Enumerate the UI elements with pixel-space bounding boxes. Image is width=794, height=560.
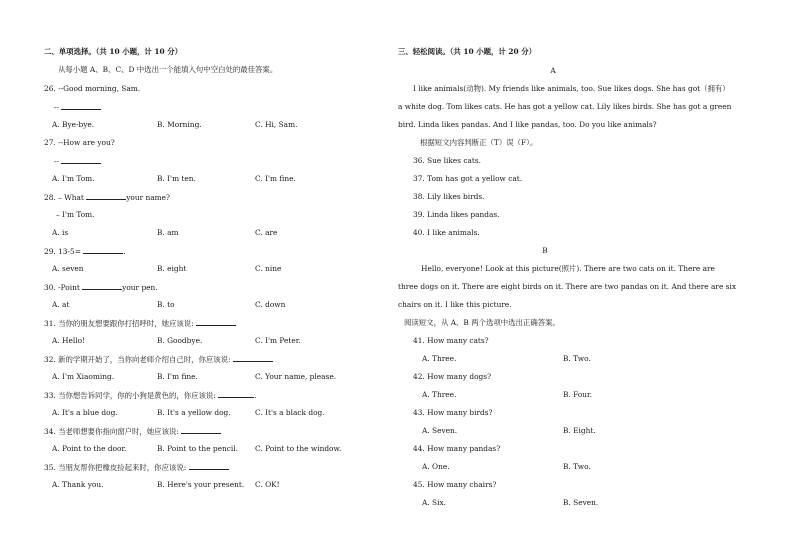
section-two-heading: 二、单项选择。（共 10 小题，计 10 分） xyxy=(44,47,183,56)
answer-blank[interactable] xyxy=(61,156,101,164)
passage-b-line-2: three dogs on it. There are eight birds on it. There are two pandas on it. And there are six xyxy=(398,282,736,291)
question-32-option-a: A. I'm Xiaoming. xyxy=(52,372,115,381)
answer-blank[interactable] xyxy=(181,426,221,434)
section-two-instruction: 从每小题 A、B、C、D 中选出一个能填入句中空白处的最佳答案。 xyxy=(58,65,278,74)
question-30-option-b: B. to xyxy=(157,300,175,309)
question-29-stem: 29. 13-5= . xyxy=(44,247,126,256)
question-27-option-c: C. I'm fine. xyxy=(255,174,296,183)
question-33-option-c: C. It's a black dog. xyxy=(255,408,325,417)
question-45-stem: 45. How many chairs? xyxy=(413,480,497,489)
passage-a-line-2: a white dog. Tom likes cats. He has got a yellow cat. Lily likes birds. She has got a green xyxy=(398,102,732,111)
question-33-option-b: B. It's a yellow dog. xyxy=(157,408,231,417)
question-27-option-a: A. I'm Tom. xyxy=(52,174,95,183)
statement-36: 36. Sue likes cats. xyxy=(413,156,482,165)
question-28-option-b: B. am xyxy=(157,228,179,237)
question-29-option-a: A. seven xyxy=(52,264,84,273)
passage-a-line-3: bird. Linda likes pandas. And I like pandas, too. Do you like animals? xyxy=(398,120,657,129)
question-34-option-a: A. Point to the door. xyxy=(52,444,127,453)
question-26-option-a: A. Bye-bye. xyxy=(52,120,95,129)
passage-a-instruction: 根据短文内容判断正（T）误（F）。 xyxy=(420,138,538,147)
passage-b-label: B xyxy=(542,246,548,255)
question-35-option-b: B. Here's your present. xyxy=(157,480,245,489)
statement-39: 39. Linda likes pandas. xyxy=(413,210,500,219)
question-30-stem: 30. -Point your pen. xyxy=(44,283,158,292)
passage-a-line-1: I like animals(动物). My friends like animals, too. Sue likes dogs. She has got（拥有） xyxy=(413,84,730,93)
question-34-option-c: C. Point to the window. xyxy=(255,444,342,453)
answer-blank[interactable] xyxy=(61,102,101,110)
question-29-option-c: C. nine xyxy=(255,264,282,273)
question-33-option-a: A. It's a blue dog. xyxy=(52,408,118,417)
question-30-option-c: C. down xyxy=(255,300,286,309)
question-26-option-c: C. Hi, Sam. xyxy=(255,120,298,129)
question-28-option-a: A. is xyxy=(52,228,69,237)
question-27-option-b: B. I'm ten. xyxy=(157,174,196,183)
question-41-option-b: B. Two. xyxy=(563,354,591,363)
passage-a-label: A xyxy=(550,66,556,75)
answer-blank[interactable] xyxy=(86,192,126,200)
question-26-answer-line: -- xyxy=(54,102,101,113)
question-29-option-b: B. eight xyxy=(157,264,187,273)
question-27-stem: 27. --How are you? xyxy=(44,138,115,147)
statement-37: 37. Tom has got a yellow cat. xyxy=(413,174,523,183)
question-26-stem: 26. --Good morning, Sam. xyxy=(44,84,141,93)
question-34-stem: 34. 当老师想要你指向窗户时，她应该说: xyxy=(44,426,221,437)
question-35-option-c: C. OK! xyxy=(255,480,280,489)
question-44-stem: 44. How many pandas? xyxy=(413,444,501,453)
question-45-option-a: A. Six. xyxy=(422,498,446,507)
question-32-stem: 32. 新的学期开始了，当你向老师介绍自己时，你应该说: xyxy=(44,354,273,365)
question-42-option-b: B. Four. xyxy=(563,390,593,399)
answer-blank[interactable] xyxy=(196,318,236,326)
answer-blank[interactable] xyxy=(82,282,122,290)
statement-38: 38. Lily likes birds. xyxy=(413,192,485,201)
question-35-option-a: A. Thank you. xyxy=(52,480,104,489)
answer-blank[interactable] xyxy=(83,246,123,254)
question-41-option-a: A. Three. xyxy=(422,354,457,363)
question-45-option-b: B. Seven. xyxy=(563,498,599,507)
question-35-stem: 35. 当朋友帮你把橡皮捡起来时，你应该说: xyxy=(44,462,229,473)
question-28-stem: 28. – What your name? xyxy=(44,193,171,202)
question-32-option-c: C. Your name, please. xyxy=(255,372,337,381)
statement-40: 40. I like animals. xyxy=(413,228,480,237)
question-33-stem: 33. 当你想告诉同学，你的小狗是黄色的，你应该说: . xyxy=(44,391,257,400)
question-34-option-b: B. Point to the pencil. xyxy=(157,444,238,453)
question-43-option-a: A. Seven. xyxy=(422,426,458,435)
question-43-stem: 43. How many birds? xyxy=(413,408,493,417)
question-27-answer-line: -- xyxy=(54,156,101,167)
question-31-option-c: C. I'm Peter. xyxy=(255,336,301,345)
question-31-option-a: A. Hello! xyxy=(52,336,86,345)
passage-b-line-3: chairs on it. I like this picture. xyxy=(398,300,512,309)
answer-blank[interactable] xyxy=(233,354,273,362)
question-28-reply: – I'm Tom. xyxy=(56,210,95,219)
question-42-stem: 42. How many dogs? xyxy=(413,372,492,381)
question-42-option-a: A. Three. xyxy=(422,390,457,399)
question-31-stem: 31. 当你的朋友想要跟你打招呼时，她应该说: xyxy=(44,318,236,329)
question-43-option-b: B. Eight. xyxy=(563,426,596,435)
question-41-stem: 41. How many cats? xyxy=(413,336,489,345)
answer-blank[interactable] xyxy=(218,390,254,398)
question-44-option-a: A. One. xyxy=(422,462,450,471)
section-three-heading: 三、轻松阅读。（共 10 小题，计 20 分） xyxy=(398,47,537,56)
question-26-option-b: B. Morning. xyxy=(157,120,202,129)
question-31-option-b: B. Goodbye. xyxy=(157,336,203,345)
question-44-option-b: B. Two. xyxy=(563,462,591,471)
question-32-option-b: B. I'm fine. xyxy=(157,372,198,381)
answer-blank[interactable] xyxy=(189,462,229,470)
passage-b-instruction: 阅读短文，从 A、B 两个选项中选出正确答案。 xyxy=(404,318,560,327)
question-28-option-c: C. are xyxy=(255,228,278,237)
question-30-option-a: A. at xyxy=(52,300,70,309)
passage-b-line-1: Hello, everyone! Look at this picture(照片). There are two cats on it. There are xyxy=(421,264,715,273)
